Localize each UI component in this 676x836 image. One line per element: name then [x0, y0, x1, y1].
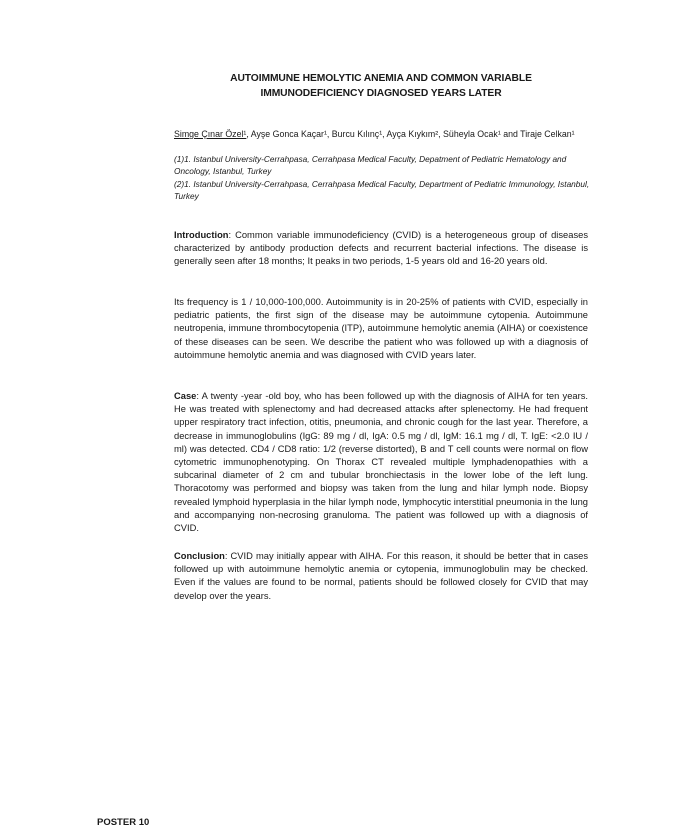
- author-list: [174, 128, 604, 140]
- case-label: Case: [174, 391, 197, 401]
- conclusion-label: Conclusion: [174, 551, 225, 561]
- conclusion-paragraph: [174, 550, 588, 603]
- title-line-2: IMMUNODEFICIENCY DIAGNOSED YEARS LATER: [260, 88, 502, 99]
- introduction-label: Introduction: [174, 230, 229, 240]
- introduction-paragraph: [174, 229, 588, 269]
- case-paragraph: [174, 390, 588, 535]
- conclusion-text: : CVID may initially appear with AIHA. For this reason, it should be better that in cases followed up with autoimmune hemolytic anemia or cytopenia, immunoglobulin may be checked. Even if the values are found to be normal, patients should be followed closely for CVID that may develop over the years.: [174, 551, 588, 601]
- case-text: : A twenty -year -old boy, who has been followed up with the diagnosis of AIHA for ten years. He was treated with splenectomy and had decreased attacks after splenectomy. He had frequent upper respiratory tract infection, otitis, pneumonia, and chronic cough for the last year. Therefore, a decrease in immunoglobulins (IgG: 89 mg / dl, IgA: 0.5 mg / dl, IgM: 16.1 mg / dl, T. IgE: <2.0 IU / ml) was detected. CD4 / CD8 ratio: 1/2 (reverse distorted), B and T cell counts were normal on flow cytometric immunophenotyping. On Thorax CT revealed multiple lymphadenopathies with a subcarinal diameter of 2 cm and tubular bronchiectasis in the lower lobe of the left lung. Thoracotomy was performed and biopsy was taken from the lung and hilar lymph node. Biopsy revealed lymphoid hyperplasia in the hilar lymph node, lymphocytic interstitial pneumonia in the lung and accompanying non-necrosing granuloma. The patient was followed up with a diagnosis of CVID.: [174, 391, 588, 534]
- introduction-text: : Common variable immunodeficiency (CVID) is a heterogeneous group of diseases characterized by antibody production defects and recurrent bacterial infections. The disease is generally seen after 18 months; It peaks in two periods, 1-5 years old and 16-20 years old.: [174, 230, 588, 267]
- affiliation-2: (2)1. Istanbul University-Cerrahpasa, Cerrahpasa Medical Faculty, Department of Pediatric Immunology, Istanbul, Turkey: [174, 179, 590, 202]
- poster-number: POSTER 10: [97, 817, 150, 828]
- page-title: [174, 71, 588, 101]
- frequency-paragraph: Its frequency is 1 / 10,000-100,000. Autoimmunity is in 20-25% of patients with CVID, especially in pediatric patients, the first sign of the disease may be autoimmune cytopenia. Autoimmune neutropenia, immune thrombocytopenia (ITP), autoimmune hemolytic anemia (AIHA) or coexistence of these diseases can be seen. We describe the patient who was followed up with a diagnosis of autoimmune hemolytic anemia and was diagnosed with CVID years later.: [174, 297, 588, 360]
- co-authors: , Ayşe Gonca Kaçar¹, Burcu Kılınç¹, Ayça Kıykım², Süheyla Ocak¹ and Tiraje Celkan¹: [246, 129, 575, 139]
- title-line-1: AUTOIMMUNE HEMOLYTIC ANEMIA AND COMMON VARIABLE: [230, 73, 532, 84]
- affiliation-1: (1)1. Istanbul University-Cerrahpasa, Cerrahpasa Medical Faculty, Depatment of Pediatric Hematology and Oncology, Istanbul, Turkey: [174, 154, 567, 177]
- first-author: Simge Çınar Özel¹: [174, 129, 247, 139]
